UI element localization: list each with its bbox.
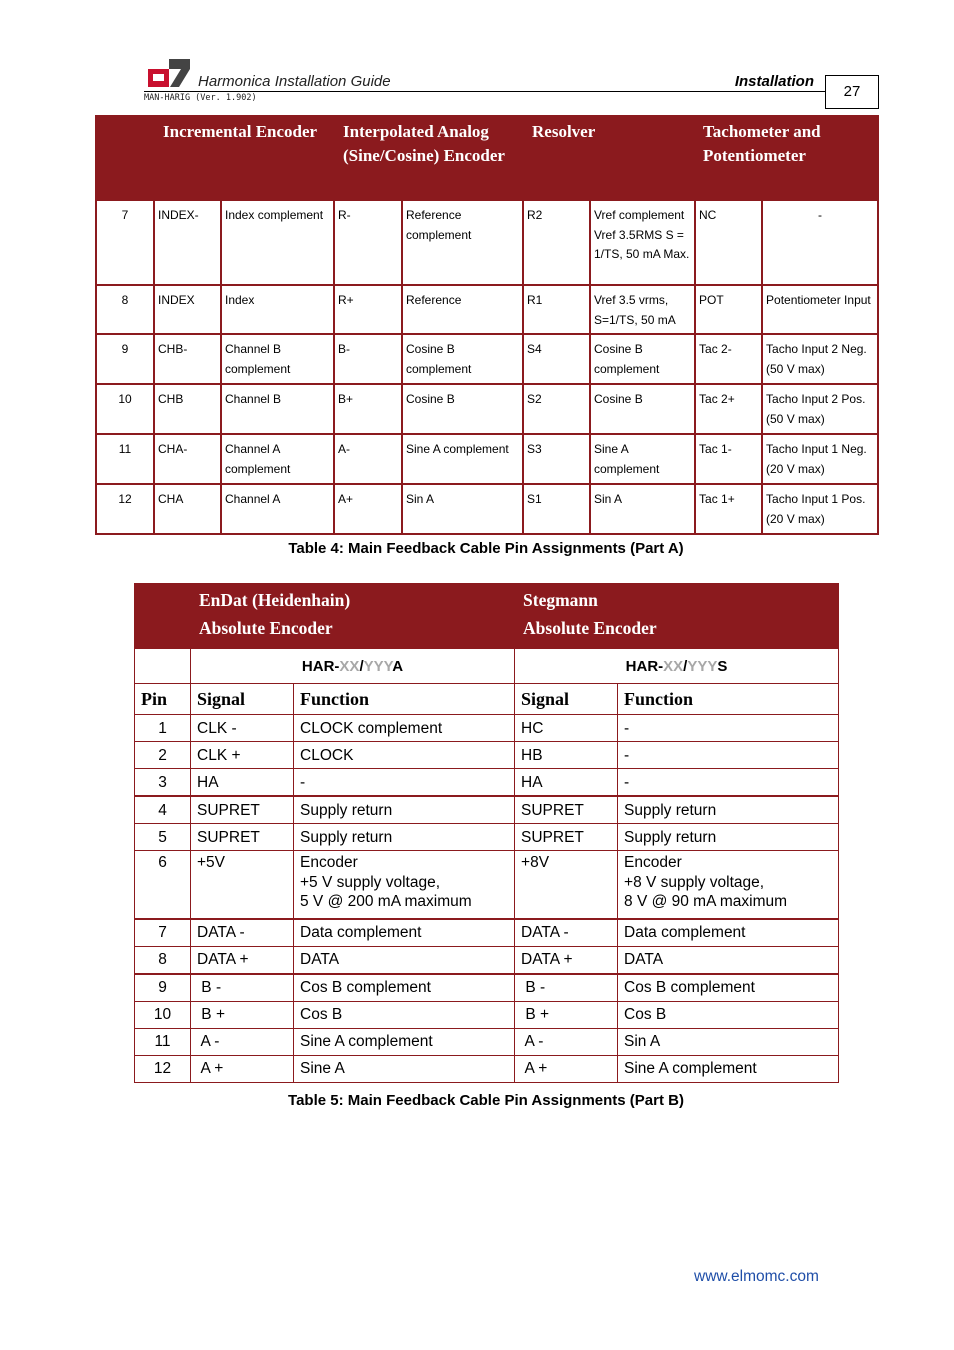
signal-cell: +5V [191, 851, 294, 919]
table-row [135, 851, 839, 919]
table-row [96, 384, 878, 434]
function-cell: Encoder +8 V supply voltage, 8 V @ 90 mA maximum [618, 851, 839, 919]
signal-cell: B - [515, 974, 618, 1002]
pin-cell: 7 [135, 919, 191, 947]
signal-cell: S3 [523, 434, 590, 484]
pin-cell: 10 [96, 384, 154, 434]
header-resolver: Resolver [523, 116, 695, 200]
elmo-logo-icon [148, 57, 190, 89]
function-cell: Sine A complement [618, 1055, 839, 1082]
function-cell: DATA [294, 946, 515, 974]
table-row [135, 1001, 839, 1028]
signal-cell: CHB- [154, 334, 221, 384]
footer-url-link[interactable]: www.elmomc.com [694, 1268, 819, 1285]
signal-cell: HB [515, 742, 618, 769]
function-cell: Channel B complement [221, 334, 334, 384]
page-number: 27 [825, 75, 879, 109]
function-cell: Sine A [294, 1055, 515, 1082]
header-stegmann-line1: Stegmann [523, 590, 598, 610]
signal-cell: A + [191, 1055, 294, 1082]
signal-cell: HA [191, 769, 294, 797]
function-cell: CLOCK complement [294, 715, 515, 742]
pin-cell: 11 [135, 1028, 191, 1055]
function-cell: Supply return [618, 796, 839, 824]
signal-cell: INDEX [154, 285, 221, 334]
signal-cell: SUPRET [191, 796, 294, 824]
table-row [135, 919, 839, 947]
pin-cell: 4 [135, 796, 191, 824]
function-cell: Cosine B complement [402, 334, 523, 384]
function-cell: Cos B [294, 1001, 515, 1028]
function-cell: CLOCK [294, 742, 515, 769]
pin-cell: 10 [135, 1001, 191, 1028]
table-row [96, 200, 878, 285]
model-endat: HAR-XX/YYYA [191, 649, 515, 684]
function-cell: Supply return [618, 824, 839, 851]
function-cell: Encoder +5 V supply voltage, 5 V @ 200 mA maximum [294, 851, 515, 919]
signal-cell: B + [191, 1001, 294, 1028]
pin-cell: 8 [135, 946, 191, 974]
signal-cell: B- [334, 334, 402, 384]
header-spacer [135, 584, 191, 649]
table-row [135, 946, 839, 974]
header-stegmann-line2: Absolute Encoder [523, 618, 657, 638]
signal-cell: DATA + [191, 946, 294, 974]
signal-cell: B - [191, 974, 294, 1002]
pin-cell: 2 [135, 742, 191, 769]
signal-cell: S1 [523, 484, 590, 534]
table-row [135, 1028, 839, 1055]
signal-cell: DATA - [191, 919, 294, 947]
function-cell: Vref complement Vref 3.5RMS S = 1/TS, 50 mA Max. [590, 200, 695, 285]
pin-cell: 11 [96, 434, 154, 484]
function-cell: Cos B [618, 1001, 839, 1028]
table-b-caption: Table 5: Main Feedback Cable Pin Assignments (Part B) [288, 1092, 684, 1109]
function-cell: Reference [402, 285, 523, 334]
function-cell: - [618, 715, 839, 742]
function-cell: Cosine B [402, 384, 523, 434]
function-cell: Tacho Input 2 Pos. (50 V max) [762, 384, 878, 434]
col-signal: Signal [515, 684, 618, 715]
table-row [135, 742, 839, 769]
signal-cell: S2 [523, 384, 590, 434]
col-pin: Pin [135, 684, 191, 715]
signal-cell: R1 [523, 285, 590, 334]
feedback-table-part-b [134, 583, 839, 1083]
document-version: MAN-HARIG (Ver. 1.902) [144, 93, 257, 103]
function-cell: Sin A [590, 484, 695, 534]
pin-cell: 9 [96, 334, 154, 384]
document-title: Harmonica Installation Guide [198, 73, 391, 90]
pin-cell: 1 [135, 715, 191, 742]
signal-cell: A + [515, 1055, 618, 1082]
function-cell: - [618, 769, 839, 797]
signal-cell: CLK - [191, 715, 294, 742]
signal-cell: Tac 2+ [695, 384, 762, 434]
function-cell: DATA [618, 946, 839, 974]
pin-cell: 6 [135, 851, 191, 919]
model-stegmann: HAR-XX/YYYS [515, 649, 839, 684]
signal-cell: DATA + [515, 946, 618, 974]
pin-cell: 5 [135, 824, 191, 851]
function-cell: Reference complement [402, 200, 523, 285]
function-cell: Sine A complement [590, 434, 695, 484]
col-function: Function [294, 684, 515, 715]
header-endat-line1: EnDat (Heidenhain) [199, 590, 351, 610]
header-endat [191, 584, 515, 649]
table-row [135, 974, 839, 1002]
model-row [135, 649, 839, 684]
header-stegmann [515, 584, 839, 649]
section-name: Installation [734, 73, 814, 90]
signal-cell: CHB [154, 384, 221, 434]
signal-cell: B+ [334, 384, 402, 434]
table-row [135, 769, 839, 797]
function-cell: Cosine B complement [590, 334, 695, 384]
signal-cell: R+ [334, 285, 402, 334]
function-cell: - [294, 769, 515, 797]
pin-cell: 12 [135, 1055, 191, 1082]
col-signal: Signal [191, 684, 294, 715]
signal-cell: SUPRET [515, 796, 618, 824]
function-cell: Channel B [221, 384, 334, 434]
signal-cell: CLK + [191, 742, 294, 769]
table-row [135, 824, 839, 851]
signal-cell: R2 [523, 200, 590, 285]
signal-cell: Tac 1+ [695, 484, 762, 534]
function-cell: Cosine B [590, 384, 695, 434]
feedback-table-part-a [95, 115, 879, 535]
signal-cell: B + [515, 1001, 618, 1028]
function-cell: Channel A [221, 484, 334, 534]
pin-cell: 9 [135, 974, 191, 1002]
column-header-row [135, 684, 839, 715]
function-cell: Tacho Input 2 Neg. (50 V max) [762, 334, 878, 384]
function-cell: Sine A complement [294, 1028, 515, 1055]
pin-cell: 7 [96, 200, 154, 285]
model-spacer [135, 649, 191, 684]
function-cell: - [762, 200, 878, 285]
function-cell: Sin A [402, 484, 523, 534]
signal-cell: A - [191, 1028, 294, 1055]
signal-cell: +8V [515, 851, 618, 919]
header-tachometer: Tachometer and Potentiometer [695, 116, 878, 200]
function-cell: Sin A [618, 1028, 839, 1055]
function-cell: Data complement [618, 919, 839, 947]
pin-cell: 12 [96, 484, 154, 534]
signal-cell: A+ [334, 484, 402, 534]
table-row [96, 285, 878, 334]
signal-cell: A - [515, 1028, 618, 1055]
function-cell: Cos B complement [618, 974, 839, 1002]
signal-cell: Tac 1- [695, 434, 762, 484]
header-rule [144, 91, 826, 92]
table-row [96, 484, 878, 534]
signal-cell: NC [695, 200, 762, 285]
table-b-body [135, 715, 839, 1083]
header-interpolated-encoder: Interpolated Analog (Sine/Cosine) Encoder [334, 116, 523, 200]
signal-cell: R- [334, 200, 402, 285]
table-row [135, 1055, 839, 1082]
signal-cell: CHA- [154, 434, 221, 484]
signal-cell: DATA - [515, 919, 618, 947]
function-cell: Vref 3.5 vrms, S=1/TS, 50 mA [590, 285, 695, 334]
header-incremental-encoder: Incremental Encoder [96, 116, 334, 200]
table-a-header-row [96, 116, 878, 200]
table-row [96, 334, 878, 384]
function-cell: Potentiometer Input [762, 285, 878, 334]
function-cell: Supply return [294, 824, 515, 851]
function-cell: Index complement [221, 200, 334, 285]
signal-cell: INDEX- [154, 200, 221, 285]
function-cell: Sine A complement [402, 434, 523, 484]
signal-cell: CHA [154, 484, 221, 534]
table-row [135, 796, 839, 824]
function-cell: Data complement [294, 919, 515, 947]
pin-cell: 3 [135, 769, 191, 797]
header-endat-line2: Absolute Encoder [199, 618, 333, 638]
signal-cell: POT [695, 285, 762, 334]
function-cell: Index [221, 285, 334, 334]
signal-cell: HC [515, 715, 618, 742]
signal-cell: A- [334, 434, 402, 484]
signal-cell: Tac 2- [695, 334, 762, 384]
signal-cell: SUPRET [191, 824, 294, 851]
signal-cell: S4 [523, 334, 590, 384]
table-b-header-row [135, 584, 839, 649]
function-cell: Channel A complement [221, 434, 334, 484]
function-cell: Tacho Input 1 Neg. (20 V max) [762, 434, 878, 484]
table-row [135, 715, 839, 742]
table-row [96, 434, 878, 484]
pin-cell: 8 [96, 285, 154, 334]
col-function: Function [618, 684, 839, 715]
signal-cell: HA [515, 769, 618, 797]
signal-cell: SUPRET [515, 824, 618, 851]
function-cell: Tacho Input 1 Pos. (20 V max) [762, 484, 878, 534]
table-a-caption: Table 4: Main Feedback Cable Pin Assignments (Part A) [288, 540, 684, 557]
function-cell: Supply return [294, 796, 515, 824]
function-cell: Cos B complement [294, 974, 515, 1002]
function-cell: - [618, 742, 839, 769]
